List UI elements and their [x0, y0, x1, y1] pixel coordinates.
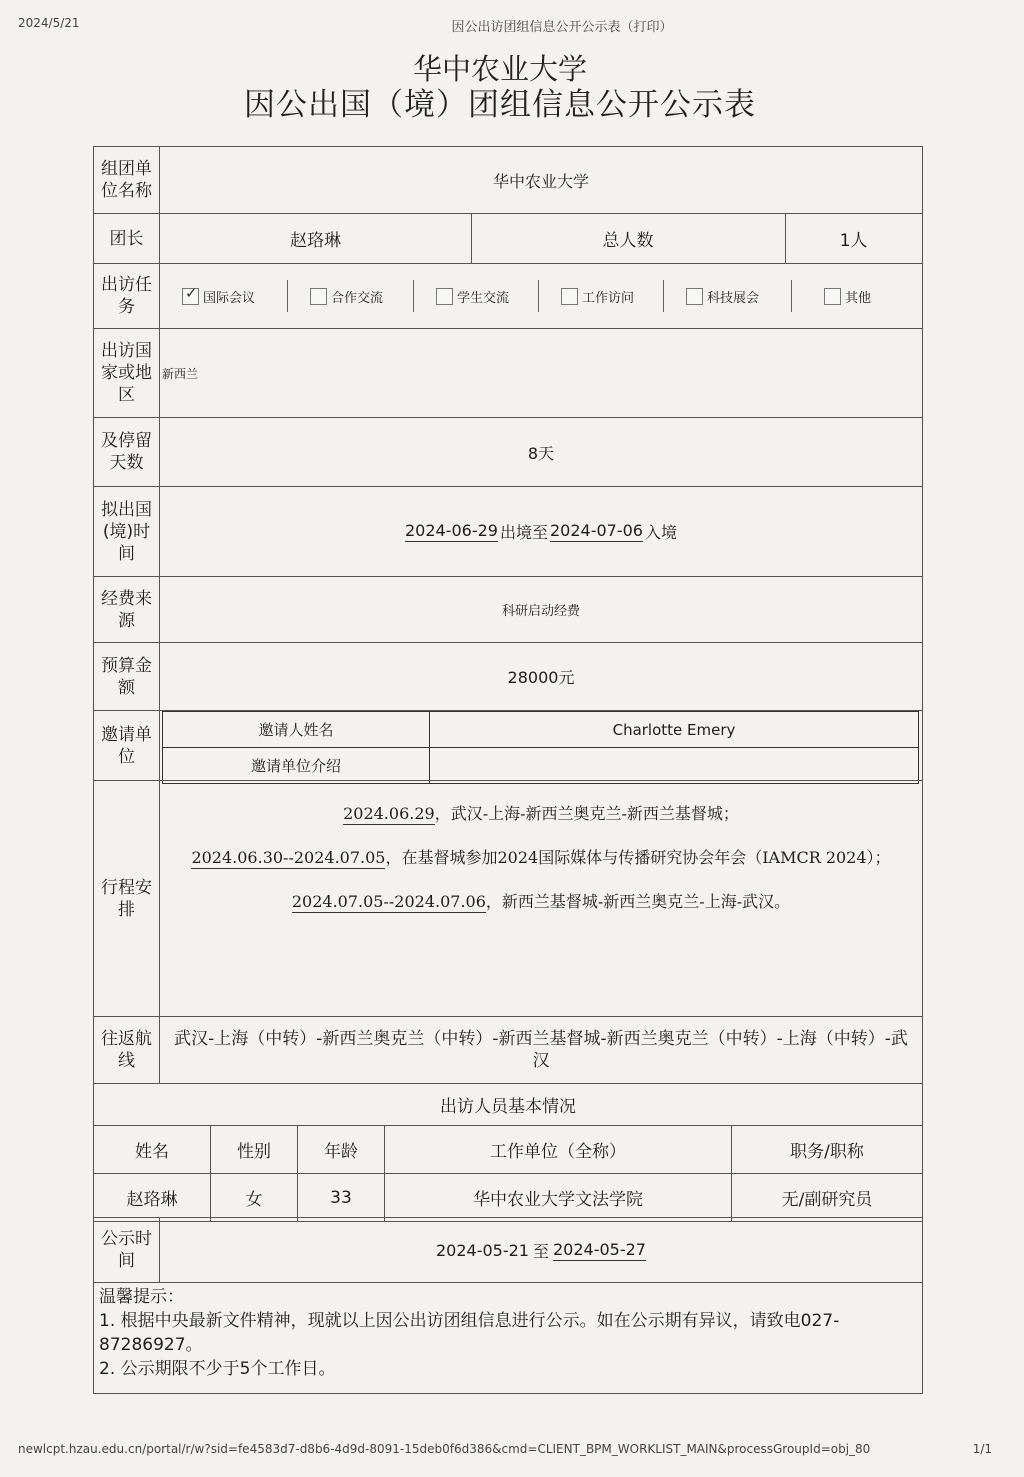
checkbox-checked-icon[interactable]: ✓	[182, 288, 199, 305]
row-stay	[93, 417, 923, 486]
task-option-work-visit[interactable]	[539, 280, 664, 312]
value-route: 武汉-上海（中转）-新西兰奥克兰（中转）-新西兰基督城-新西兰奥克兰（中转）-上海（中转）-武汉	[174, 1029, 908, 1071]
value-total: 1人	[839, 231, 868, 251]
task-option-label: 合作交流	[331, 290, 384, 306]
itinerary-text: ，新西兰基督城-新西兰奥克兰-上海-武汉。	[485, 892, 791, 911]
label-country: 出访国家或地区	[94, 329, 160, 417]
table-header: 姓名	[94, 1126, 211, 1174]
inviter-intro-value	[430, 748, 919, 784]
row-tasks	[93, 263, 923, 328]
itinerary-date: 2024.06.29	[343, 804, 435, 823]
depart-date: 2024-06-29	[405, 521, 498, 540]
value-budget: 28000元	[507, 668, 575, 687]
table-cell: 赵珞琳	[94, 1174, 211, 1222]
notice-start-date: 2024-05-21	[436, 1240, 529, 1260]
row-budget	[93, 642, 923, 710]
row-inviter	[93, 710, 923, 780]
row-funding	[93, 576, 923, 642]
title-university: 华中农业大学	[412, 52, 587, 86]
value-org: 华中农业大学	[492, 171, 589, 191]
row-org	[93, 146, 923, 213]
table-cell: 女	[211, 1174, 298, 1222]
label-route: 往返航线	[94, 1017, 160, 1083]
checkbox-icon[interactable]	[310, 288, 327, 305]
table-header: 性别	[211, 1126, 298, 1174]
document-title	[0, 52, 1000, 124]
row-tips	[93, 1282, 923, 1394]
task-option-label: 国际会议	[203, 290, 256, 306]
task-checkbox-group	[160, 264, 922, 328]
label-tasks: 出访任务	[94, 264, 160, 328]
row-leader	[93, 213, 923, 263]
tips-title: 温馨提示：	[99, 1287, 184, 1307]
print-header-title: 因公出访团组信息公开公示表（打印）	[451, 20, 673, 35]
title-form-name: 因公出国（境）团组信息公开公示表	[244, 87, 756, 123]
itinerary-text: ，武汉-上海-新西兰奥克兰-新西兰基督城；	[434, 804, 739, 823]
label-travel-time: 拟出国(境)时间	[94, 487, 160, 576]
tips-block	[99, 1285, 914, 1381]
table-header: 年龄	[298, 1126, 385, 1174]
table-header: 职务/职称	[732, 1126, 923, 1174]
task-option-label: 工作访问	[582, 290, 635, 306]
itinerary-text: ，在基督城参加2024国际媒体与传播研究协会年会（IAMCR 2024）；	[385, 848, 891, 867]
table-header-row	[94, 1126, 923, 1174]
checkbox-icon[interactable]	[561, 288, 578, 305]
value-notice-time	[160, 1218, 922, 1282]
task-option-label: 学生交流	[457, 290, 510, 306]
itinerary-item	[160, 887, 922, 917]
task-option-cooperation[interactable]	[288, 280, 414, 312]
itinerary-list	[160, 781, 922, 1016]
task-option-expo[interactable]	[664, 280, 792, 312]
row-itinerary	[93, 780, 923, 1016]
label-itinerary: 行程安排	[94, 781, 160, 1016]
task-option-label: 科技展会	[707, 290, 760, 306]
task-option-label: 其他	[845, 290, 872, 306]
print-date: 2024/5/21	[18, 16, 80, 30]
footer-url: newlcpt.hzau.edu.cn/portal/r/w?sid=fe4583d7-d8b6-4d9d-8091-15deb0f6d386&cmd=CLIENT_BPM_WORKLIST_MAIN&processGroupId=obj_80	[18, 1442, 871, 1456]
row-personnel-table	[93, 1125, 923, 1217]
depart-text: 出境至	[499, 523, 548, 542]
checkbox-icon[interactable]	[436, 288, 453, 305]
label-stay: 及停留天数	[94, 418, 160, 486]
row-notice-time	[93, 1217, 923, 1282]
itinerary-date: 2024.06.30--2024.07.05	[191, 848, 386, 867]
row-country	[93, 328, 923, 417]
inviter-name-value: Charlotte Emery	[430, 712, 919, 748]
personnel-title: 出访人员基本情况	[440, 1097, 576, 1117]
label-org: 组团单位名称	[94, 147, 160, 213]
footer-page-number: 1/1	[972, 1442, 992, 1456]
checkbox-icon[interactable]	[686, 288, 703, 305]
inviter-name-label: 邀请人姓名	[163, 712, 430, 748]
row-travel-time	[93, 486, 923, 576]
itinerary-date: 2024.07.05--2024.07.06	[291, 892, 486, 911]
checkbox-icon[interactable]	[824, 288, 841, 305]
table-cell: 无/副研究员	[732, 1174, 923, 1222]
value-travel-time	[160, 487, 922, 576]
label-leader: 团长	[94, 214, 160, 263]
task-option-student[interactable]	[414, 280, 539, 312]
itinerary-item	[160, 843, 922, 873]
inviter-intro-label: 邀请单位介绍	[163, 748, 430, 784]
table-cell: 华中农业大学文法学院	[385, 1174, 732, 1222]
notice-end-date: 2024-05-27	[553, 1239, 646, 1259]
personnel-table	[93, 1125, 923, 1222]
itinerary-item	[160, 799, 922, 829]
label-funding: 经费来源	[94, 577, 160, 642]
label-budget: 预算金额	[94, 643, 160, 710]
inviter-table	[162, 711, 919, 784]
tips-line: 2. 公示期限不少于5个工作日。	[99, 1359, 336, 1379]
row-personnel-title	[93, 1083, 923, 1125]
value-leader: 赵珞琳	[290, 231, 341, 251]
table-row	[94, 1174, 923, 1222]
label-total: 总人数	[602, 231, 654, 251]
value-country: 新西兰	[162, 366, 199, 381]
return-date: 2024-07-06	[550, 521, 643, 540]
tips-line: 1. 根据中央最新文件精神，现就以上因公出访团组信息进行公示。如在公示期有异议，请致电027-87286927。	[99, 1311, 840, 1355]
task-option-other[interactable]	[792, 280, 912, 312]
value-funding: 科研启动经费	[501, 604, 580, 619]
return-text: 入境	[644, 523, 677, 542]
table-cell: 33	[298, 1174, 385, 1222]
table-header: 工作单位（全称）	[385, 1126, 732, 1174]
task-option-conference[interactable]	[160, 280, 288, 312]
notice-mid-text: 至	[532, 1241, 549, 1261]
row-route	[93, 1016, 923, 1083]
label-inviter: 邀请单位	[94, 711, 160, 780]
label-notice-time: 公示时间	[94, 1218, 160, 1282]
value-stay: 8天	[527, 443, 555, 463]
